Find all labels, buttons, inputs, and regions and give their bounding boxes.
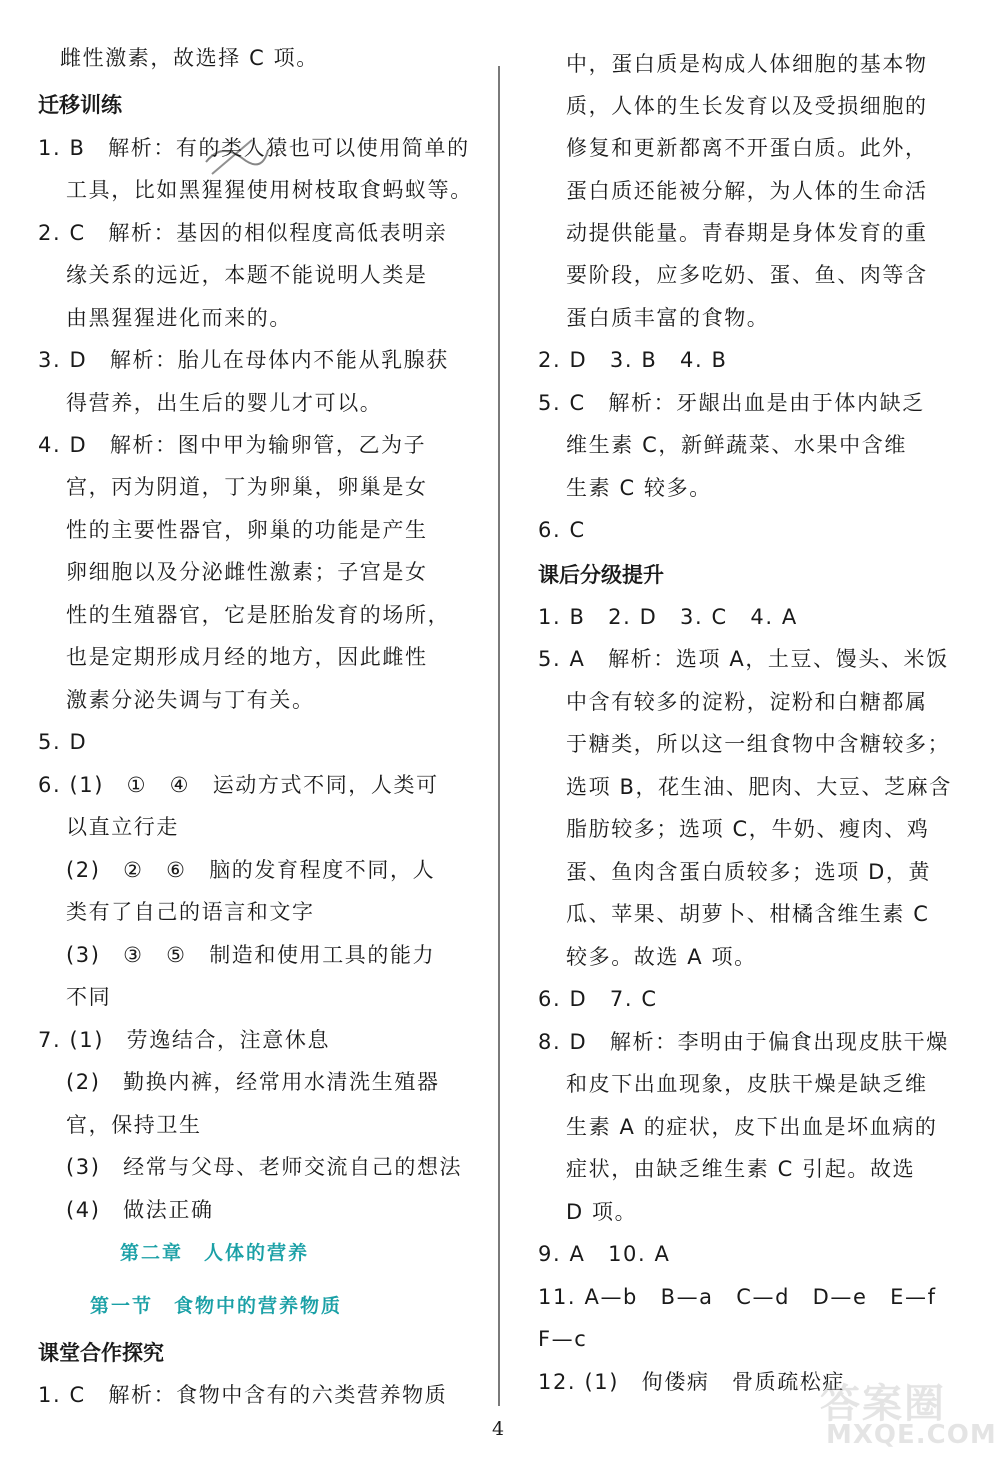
text-line: 要阶段，应多吃奶、蛋、鱼、肉等含 bbox=[566, 263, 928, 287]
answer-line: 6. (1) ① ④ 运动方式不同，人类可 bbox=[38, 773, 439, 797]
text-line: (4) 做法正确 bbox=[66, 1198, 214, 1222]
text-line: 中含有较多的淀粉，淀粉和白糖都属 bbox=[566, 690, 928, 714]
text-line: 也是定期形成月经的地方，因此雌性 bbox=[66, 645, 428, 669]
answer-line: 6. C bbox=[538, 518, 586, 542]
text-line: (3) 经常与父母、老师交流自己的想法 bbox=[66, 1155, 463, 1179]
text-line: 和皮下出血现象，皮肤干燥是缺乏维 bbox=[566, 1072, 928, 1096]
text-line: 雌性激素，故选择 C 项。 bbox=[60, 46, 319, 70]
text-line: 修复和更新都离不开蛋白质。此外， bbox=[566, 136, 928, 160]
text-line: (2) 勤换内裤，经常用水清洗生殖器 bbox=[66, 1070, 440, 1094]
answer-line: 11. A—b B—a C—d D—e E—f bbox=[538, 1285, 937, 1309]
text-line: 蛋白质丰富的食物。 bbox=[566, 306, 770, 330]
text-line: 卵细胞以及分泌雌性激素；子宫是女 bbox=[66, 560, 428, 584]
text-line: 以直立行走 bbox=[66, 815, 179, 839]
answer-line: 5. C 解析：牙龈出血是由于体内缺乏 bbox=[538, 391, 925, 415]
column-divider bbox=[498, 66, 500, 1406]
watermark-url: MXQE.COM bbox=[826, 1420, 997, 1450]
text-line: 类有了自己的语言和文字 bbox=[66, 900, 315, 924]
text-line: (3) ③ ⑤ 制造和使用工具的能力 bbox=[66, 943, 436, 967]
text-line: 得营养，出生后的婴儿才可以。 bbox=[66, 391, 383, 415]
section-title: 第一节 食物中的营养物质 bbox=[90, 1295, 343, 1317]
text-line: 宫，丙为阴道，丁为卵巢，卵巢是女 bbox=[66, 475, 428, 499]
text-line: 缘关系的远近，本题不能说明人类是 bbox=[66, 263, 428, 287]
text-line: 选项 B，花生油、肥肉、大豆、芝麻含 bbox=[566, 775, 952, 799]
answer-line: 5. A 解析：选项 A，土豆、馒头、米饭 bbox=[538, 647, 949, 671]
text-line: 蛋、鱼肉含蛋白质较多；选项 D，黄 bbox=[566, 860, 932, 884]
answer-line: 8. D 解析：李明由于偏食出现皮肤干燥 bbox=[538, 1030, 949, 1054]
text-line: F—c bbox=[538, 1327, 588, 1351]
page-number: 4 bbox=[492, 1418, 505, 1440]
text-line: 中，蛋白质是构成人体细胞的基本物 bbox=[566, 52, 928, 76]
watermark-logo bbox=[820, 1372, 997, 1454]
text-line: 维生素 C，新鲜蔬菜、水果中含维 bbox=[566, 433, 907, 457]
text-line: 动提供能量。青春期是身体发育的重 bbox=[566, 221, 928, 245]
text-line: 生素 C 较多。 bbox=[566, 476, 712, 500]
stamp-icon bbox=[202, 132, 272, 182]
watermark-title: 答案圈 bbox=[820, 1381, 946, 1427]
section-heading: 迁移训练 bbox=[38, 93, 122, 117]
text-line: 较多。故选 A 项。 bbox=[566, 945, 757, 969]
text-line: 瓜、苹果、胡萝卜、柑橘含维生素 C bbox=[566, 902, 930, 926]
text-line: 由黑猩猩进化而来的。 bbox=[66, 306, 292, 330]
answer-line: 1. C 解析：食物中含有的六类营养物质 bbox=[38, 1383, 448, 1407]
text-line: 性的主要性器官，卵巢的功能是产生 bbox=[66, 518, 428, 542]
answer-line: 3. D 解析：胎儿在母体内不能从乳腺获 bbox=[38, 348, 449, 372]
text-line: 蛋白质还能被分解，为人体的生命活 bbox=[566, 179, 928, 203]
text-line: 症状，由缺乏维生素 C 引起。故选 bbox=[566, 1157, 916, 1181]
text-line: 脂肪较多；选项 C，牛奶、瘦肉、鸡 bbox=[566, 817, 930, 841]
text-line: 质，人体的生长发育以及受损细胞的 bbox=[566, 94, 928, 118]
text-line: 官，保持卫生 bbox=[66, 1113, 202, 1137]
text-line: 于糖类，所以这一组食物中含糖较多； bbox=[566, 732, 951, 756]
text-line: 激素分泌失调与丁有关。 bbox=[66, 688, 315, 712]
section-heading: 课后分级提升 bbox=[538, 563, 664, 587]
answer-line: 2. D 3. B 4. B bbox=[538, 348, 728, 372]
chapter-title: 第二章 人体的营养 bbox=[120, 1242, 310, 1264]
answer-line: 12. (1) 佝偻病 骨质疏松症 bbox=[538, 1370, 846, 1394]
text-line: 工具，比如黑猩猩使用树枝取食蚂蚁等。 bbox=[66, 178, 473, 202]
text-line: 不同 bbox=[66, 985, 112, 1009]
text-line: D 项。 bbox=[566, 1200, 638, 1224]
answer-line: 7. (1) 劳逸结合，注意休息 bbox=[38, 1028, 331, 1052]
answer-line: 2. C 解析：基因的相似程度高低表明亲 bbox=[38, 221, 448, 245]
answer-line: 5. D bbox=[38, 730, 88, 754]
answer-line: 1. B 2. D 3. C 4. A bbox=[538, 605, 798, 629]
answer-line: 6. D 7. C bbox=[538, 987, 658, 1011]
text-line: 性的生殖器官，它是胚胎发育的场所， bbox=[66, 603, 451, 627]
text-line: (2) ② ⑥ 脑的发育程度不同，人 bbox=[66, 858, 436, 882]
section-heading: 课堂合作探究 bbox=[38, 1341, 164, 1365]
answer-line: 1. B 解析：有的类人猿也可以使用简单的 bbox=[38, 136, 470, 160]
answer-line: 4. D 解析：图中甲为输卵管，乙为子 bbox=[38, 433, 427, 457]
answer-line: 9. A 10. A bbox=[538, 1242, 671, 1266]
text-line: 生素 A 的症状，皮下出血是坏血病的 bbox=[566, 1115, 938, 1139]
